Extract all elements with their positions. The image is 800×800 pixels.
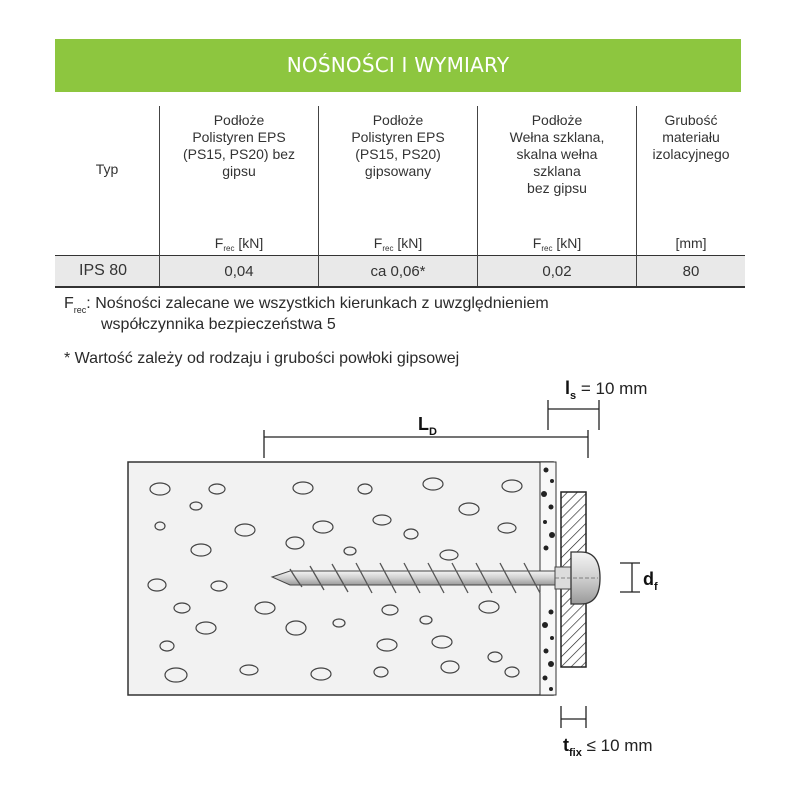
ls-label: $l_s = 10$ mm <box>565 378 648 402</box>
unit-cell: $F_{rec}$ [kN] <box>319 231 478 256</box>
col-header-eps: Podłoże Polistyren EPS (PS15, PS20) bez gipsu <box>160 106 319 231</box>
col-header-eps-plaster: Podłoże Polistyren EPS (PS15, PS20) gipsowany <box>319 106 478 231</box>
unit-cell: $F_{rec}$ [kN] <box>478 231 637 256</box>
unit-cell: $F_{rec}$ [kN] <box>160 231 319 256</box>
tfix-label: $t_{fix} \le 10$ mm <box>563 735 653 759</box>
row-typ: IPS 80 <box>55 256 160 288</box>
col-header-thickness: Grubość materiału izolacyjnego <box>637 106 746 231</box>
page-title: NOŚNOŚCI I WYMIARY <box>286 53 510 77</box>
row-value: 80 <box>637 256 746 288</box>
row-value: 0,02 <box>478 256 637 288</box>
col-header-typ: Typ <box>95 161 119 177</box>
col-header-wool: Podłoże Wełna szklana, skalna wełna szklana bez gipsu <box>478 106 637 231</box>
row-value: ca 0,06* <box>319 256 478 288</box>
note-asterisk: * Wartość zależy od rodzaju i grubości powłoki gipsowej <box>64 350 460 367</box>
unit-cell: [mm] <box>637 231 746 256</box>
df-label: $d_f$ <box>643 569 658 593</box>
ld-label: $L_D$ <box>418 414 437 438</box>
row-value: 0,04 <box>160 256 319 288</box>
note-frec: $F_{rec}$: Nośności zalecane we wszystkich kierunkach z uwzględnieniem współczynnika bezpieczeństwa 5 <box>64 295 549 333</box>
